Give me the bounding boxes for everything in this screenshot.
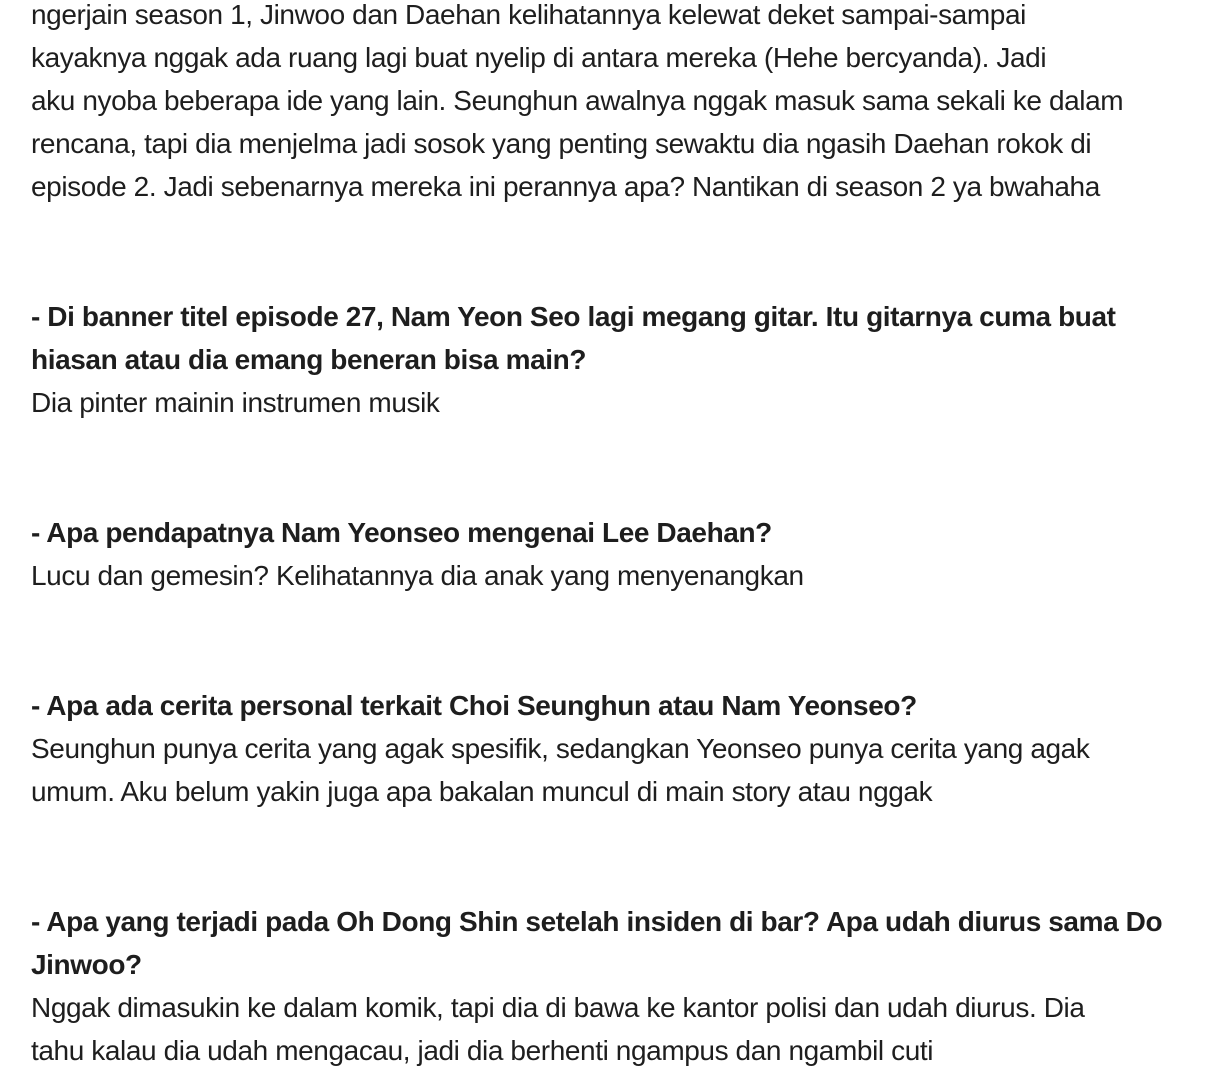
- intro-line: kayaknya nggak ada ruang lagi buat nyelip di antara mereka (Hehe bercyanda). Jadi: [31, 42, 1047, 73]
- intro-line: rencana, tapi dia menjelma jadi sosok yang penting sewaktu dia ngasih Daehan rokok di: [31, 128, 1092, 159]
- answer-line: Seunghun punya cerita yang agak spesifik, sedangkan Yeonseo punya cerita yang agak: [31, 733, 1090, 764]
- question-line: - Apa ada cerita personal terkait Choi Seunghun atau Nam Yeonseo?: [31, 690, 917, 721]
- intro-line: aku nyoba beberapa ide yang lain. Seunghun awalnya nggak masuk sama sekali ke dalam: [31, 85, 1124, 116]
- intro-line: ngerjain season 1, Jinwoo dan Daehan kelihatannya kelewat deket sampai-sampai: [31, 0, 1026, 30]
- question-line: - Apa pendapatnya Nam Yeonseo mengenai Lee Daehan?: [31, 517, 772, 548]
- answer-line: Nggak dimasukin ke dalam komik, tapi dia di bawa ke kantor polisi dan udah diurus. Dia: [31, 992, 1085, 1023]
- answer-line: Lucu dan gemesin? Kelihatannya dia anak yang menyenangkan: [31, 560, 804, 591]
- answer-line: Dia pinter mainin instrumen musik: [31, 387, 440, 418]
- question-line: - Di banner titel episode 27, Nam Yeon Seo lagi megang gitar. Itu gitarnya cuma buat: [31, 301, 1116, 332]
- answer-line: tahu kalau dia udah mengacau, jadi dia berhenti ngampus dan ngambil cuti: [31, 1035, 934, 1066]
- question-line: hiasan atau dia emang beneran bisa main?: [31, 344, 587, 375]
- question-line: - Apa yang terjadi pada Oh Dong Shin setelah insiden di bar? Apa udah diurus sama Do: [31, 906, 1163, 937]
- answer-line: umum. Aku belum yakin juga apa bakalan muncul di main story atau nggak: [31, 776, 933, 807]
- intro-line: episode 2. Jadi sebenarnya mereka ini perannya apa? Nantikan di season 2 ya bwahaha: [31, 171, 1100, 202]
- question-line: Jinwoo?: [31, 949, 142, 980]
